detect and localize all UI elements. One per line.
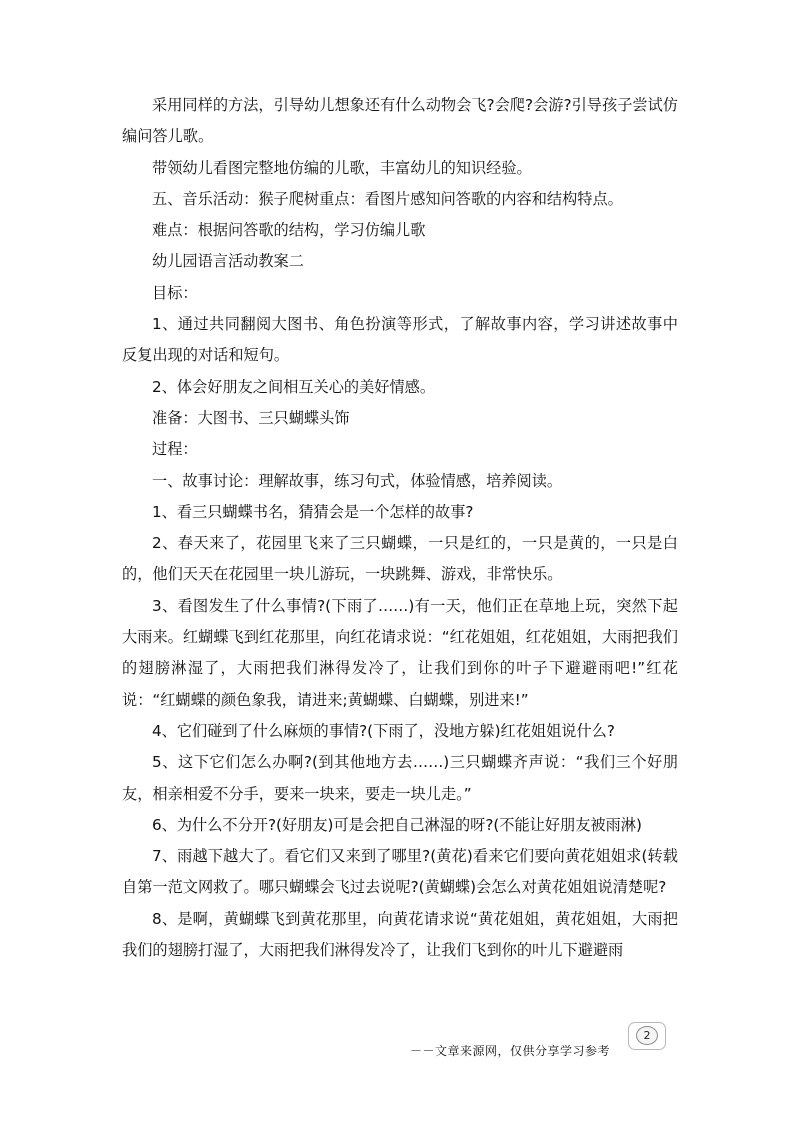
section-heading: 幼儿园语言活动教案二 xyxy=(152,252,304,271)
paragraph: 过程： xyxy=(152,440,198,459)
paragraph: 五、音乐活动：猴子爬树重点：看图片感知问答歌的内容和结构特点。 xyxy=(152,189,623,208)
paragraph: 7、雨越下越大了。看它们又来到了哪里?(黄花)看来它们要向黄花姐姐求(转载自第一范文网救了。哪只蝴蝶会飞过去说呢?(黄蝴蝶)会怎么对黄花姐姐说清楚呢? xyxy=(122,847,678,897)
paragraph: 目标： xyxy=(152,283,198,302)
paragraph: 带领幼儿看图完整地仿编的儿歌，丰富幼儿的知识经验。 xyxy=(152,158,532,177)
paragraph: 1、通过共同翻阅大图书、角色扮演等形式，了解故事内容，学习讲述故事中反复出现的对话和短句。 xyxy=(122,315,678,365)
paragraph: 5、这下它们怎么办啊?(到其他地方去……)三只蝴蝶齐声说：“我们三个好朋友，相亲相爱不分手，要来一块来，要走一块儿走。” xyxy=(122,753,678,803)
paragraph: 一、故事讨论：理解故事，练习句式，体验情感，培养阅读。 xyxy=(152,471,563,490)
paragraph: 6、为什么不分开?(好朋友)可是会把自己淋湿的呀?(不能让好朋友被雨淋) xyxy=(152,815,642,834)
paragraph: 难点：根据问答歌的结构，学习仿编儿歌 xyxy=(152,221,426,240)
footer-source-text: －－文章来源网，仅供分享学习参考 xyxy=(410,1044,611,1058)
paragraph: 3、看图发生了什么事情?(下雨了……)有一天，他们正在草地上玩，突然下起大雨来。红蝴蝶飞到红花那里，向红花请求说：“红花姐姐，红花姐姐，大雨把我们的翅膀淋湿了，大雨把我们淋得发冷了，让我们到你的叶子下避避雨吧!”红花说：“红蝴蝶的颜色象我，请进来;黄蝴蝶、白蝴蝶，别进来!” xyxy=(122,596,678,709)
paragraph: 准备：大图书、三只蝴蝶头饰 xyxy=(152,408,350,427)
paragraph: 8、是啊，黄蝴蝶飞到黄花那里，向黄花请求说“黄花姐姐，黄花姐姐，大雨把我们的翅膀打湿了，大雨把我们淋得发冷了，让我们飞到你的叶儿下避避雨 xyxy=(122,909,678,960)
paragraph: 1、看三只蝴蝶书名，猜猜会是一个怎样的故事? xyxy=(152,502,474,521)
paragraph: 2、体会好朋友之间相互关心的美好情感。 xyxy=(152,377,436,396)
paragraph: 2、春天来了，花园里飞来了三只蝴蝶，一只是红的，一只是黄的，一只是白的，他们天天在花园里一块儿游玩，一块跳舞、游戏，非常快乐。 xyxy=(122,534,678,584)
page-number: 2 xyxy=(643,1029,651,1042)
document-body xyxy=(122,90,678,966)
paragraph: 4、它们碰到了什么麻烦的事情?(下雨了，没地方躲)红花姐姐说什么? xyxy=(152,721,615,740)
paragraph: 采用同样的方法，引导幼儿想象还有什么动物会飞?会爬?会游?引导孩子尝试仿编问答儿歌。 xyxy=(122,96,678,146)
